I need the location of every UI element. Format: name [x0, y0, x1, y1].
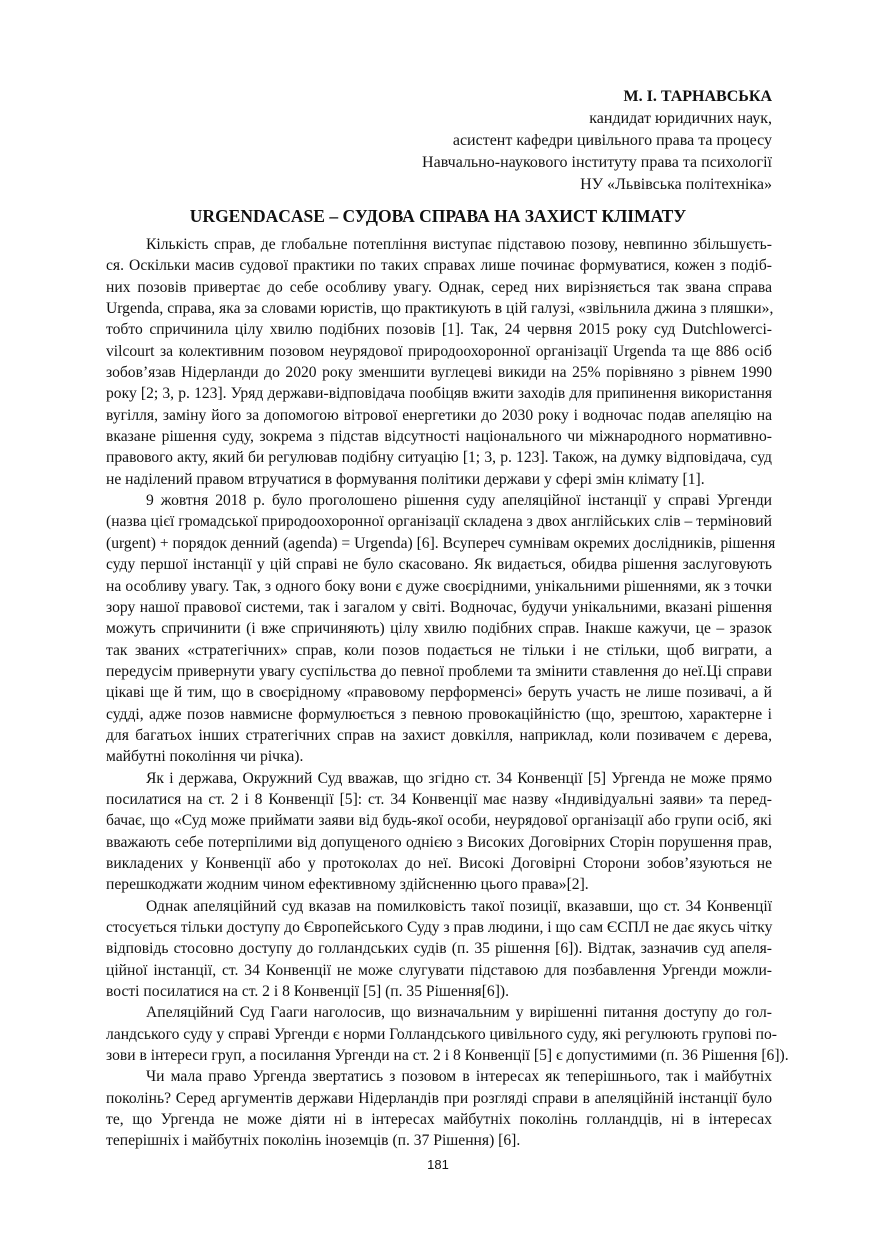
- text-line: вугілля, заміну його за допомогою вітрової енергетики до 2030 року і водночас подав апеляцію на: [106, 406, 772, 424]
- author-institute: Навчально-наукового інституту права та психології: [422, 154, 772, 171]
- text-line: Як і держава, Окружний Суд вважав, що згідно ст. 34 Конвенції [5] Ургенда не може прямо: [146, 769, 772, 787]
- paragraph: [106, 896, 772, 1003]
- text-line: можуть спричинити (і вже спричиняють) цілу хвилю подібних справ. Інакше кажучи, це – зразок: [106, 620, 772, 638]
- article-title: URGENDACASE – СУДОВА СПРАВА НА ЗАХИСТ КЛІМАТУ: [189, 206, 687, 226]
- text-line: поколінь? Серед аргументів держави Нідерландів при розгляді справи в апеляційній інстанції було: [106, 1089, 772, 1107]
- text-line: зору нашої правової системи, так і загалом у світі. Водночас, будучи унікальними, вказані рішення: [106, 598, 772, 616]
- author-name: М. І. ТАРНАВСЬКА: [623, 88, 772, 105]
- text-line: суду першої інстанції у цій справі не було скасовано. Як видається, обидва рішення заслуговують: [106, 556, 772, 574]
- text-line: те, що Ургенда не може діяти ні в інтересах майбутніх поколінь голландців, ні в інтересах: [106, 1111, 772, 1129]
- text-line: зови в інтереси груп, а посилання Ургенди на ст. 2 і 8 Конвенції [5] є допустимими (п. 36 Рішення [6]).: [106, 1047, 789, 1065]
- text-line: судді, адже позов навмисне формулюється з певною провокаційністю (що, зрештою, характерне і: [106, 705, 772, 723]
- text-line: передусім привернути увагу суспільства до певної проблеми та змінити ставлення до неї.Ці справи: [106, 662, 772, 680]
- text-line: зобов’язав Нідерланди до 2020 року зменшити вуглецеві викиди на 25% порівняно з рівнем 1990: [106, 364, 772, 382]
- text-line: 9 жовтня 2018 р. було проголошено рішення суду апеляційної інстанції у справі Ургенди: [146, 492, 772, 510]
- author-block: [422, 86, 772, 196]
- text-line: бачає, що «Суд може приймати заяви від будь-якої особи, неурядової організації або групи осіб, які: [106, 812, 772, 830]
- paragraph: [106, 490, 776, 767]
- text-line: для багатьох інших стратегічних справ на захист довкілля, наприклад, коли позивачем є дерева,: [106, 726, 772, 744]
- text-line: ційної інстанції, ст. 34 Конвенції не може слугувати підставою для позбавлення Ургенди можли-: [106, 961, 772, 979]
- author-university: НУ «Львівська політехніка»: [580, 176, 772, 193]
- text-line: так званих «стратегічних» справ, коли позов подається не тільки і не стільки, щоб виграти, а: [106, 641, 772, 659]
- paragraph: [106, 1066, 772, 1151]
- paragraph: [106, 234, 772, 490]
- paragraph: [106, 1002, 789, 1066]
- text-line: на особливу увагу. Так, з одного боку вони є дуже своєрідними, унікальними рішеннями, як з точки: [106, 577, 772, 595]
- text-line: (назва цієї громадської природоохоронної організації складена з двох англійських слів – терміновий: [106, 513, 772, 531]
- text-line: вказане рішення суду, зокрема з підстав відсутності національного чи міжнародного нормативно-: [106, 428, 772, 446]
- text-line: не наділений правом втручатися в формування політики держави у сфері змін клімату [1].: [106, 470, 705, 488]
- text-line: вості посилатися на ст. 2 і 8 Конвенції [5] (п. 35 Рішення[6]).: [106, 983, 509, 1001]
- text-line: теперішніх і майбутніх поколінь іноземців (п. 37 Рішення) [6].: [106, 1132, 521, 1150]
- text-line: викладених у Конвенції або у протоколах до неї. Високі Договірні Сторони зобов’язуються не: [106, 854, 772, 872]
- text-line: тобто спричинила цілу хвилю подібних позовів [1]. Так, 24 червня 2015 року суд Dutchlowerci-: [106, 321, 772, 339]
- text-line: vilcourt за колективним позовом неурядової природоохоронної організації Urgenda та ще 886 осіб: [106, 342, 772, 360]
- text-line: цікаві ще й тим, що в своєрідному «правовому перформенсі» беруть участь не лише позивачі, а й: [106, 684, 772, 702]
- text-line: вважають себе потерпілими від допущеного однією з Високих Договірних Сторін порушення прав,: [106, 833, 772, 851]
- text-line: відповідь стосовно доступу до голландських судів (п. 35 рішення [6]). Відтак, зазначив суд апеля-: [106, 940, 772, 958]
- text-line: (urgent) + порядок денний (agenda) = Urgenda) [6]. Всупереч сумнівам окремих дослідників, рішення: [106, 534, 776, 552]
- paragraph: [106, 768, 772, 896]
- text-line: перешкоджати жодним чином ефективному здійсненню цього права»[2].: [106, 876, 589, 894]
- page-number: 181: [427, 1157, 449, 1172]
- text-line: ся. Оскільки масив судової практики по таких справах лише починає формуватися, кожен з подіб-: [106, 257, 772, 275]
- text-line: Urgenda, справа, яка за словами юристів, що практикують в цій галузі, «звільнила джина з пляшки»,: [106, 300, 774, 318]
- author-degree: кандидат юридичних наук,: [589, 110, 772, 127]
- article-body: [106, 234, 789, 1152]
- text-line: посилатися на ст. 2 і 8 Конвенції [5]: ст. 34 Конвенції має назву «Індивідуальні заяви» та перед-: [106, 790, 772, 808]
- text-line: Однак апеляційний суд вказав на помилковість такої позиції, вказавши, що ст. 34 Конвенції: [146, 897, 772, 915]
- text-line: правового акту, який би регулював подібну ситуацію [1; 3, p. 123]. Також, на думку відповідача, суд: [106, 449, 772, 467]
- text-line: року [2; 3, p. 123]. Уряд держави-відповідача пообіцяв вжити заходів для припинення використання: [106, 385, 772, 403]
- text-line: Кількість справ, де глобальне потепління виступає підставою позову, невпинно збільшуєть-: [146, 236, 772, 253]
- text-line: Апеляційний Суд Гааги наголосив, що визначальним у вирішенні питання доступу до гол-: [146, 1004, 772, 1022]
- text-line: ландського суду у справі Ургенди є норми Голландського цивільного суду, які регулюють групові по-: [106, 1025, 777, 1043]
- text-line: стосується тільки доступу до Європейського Суду з прав людини, і що сам ЄСПЛ не дає якусь чітку: [106, 919, 773, 936]
- text-line: майбутні покоління чи річка).: [106, 748, 304, 766]
- text-line: них позовів привертає до себе особливу увагу. Однак, серед них вирізняється так звана справа: [106, 278, 772, 296]
- text-line: Чи мала право Ургенда звертатись з позовом в інтересах як теперішнього, так і майбутніх: [146, 1068, 772, 1086]
- author-position: асистент кафедри цивільного права та процесу: [452, 132, 772, 149]
